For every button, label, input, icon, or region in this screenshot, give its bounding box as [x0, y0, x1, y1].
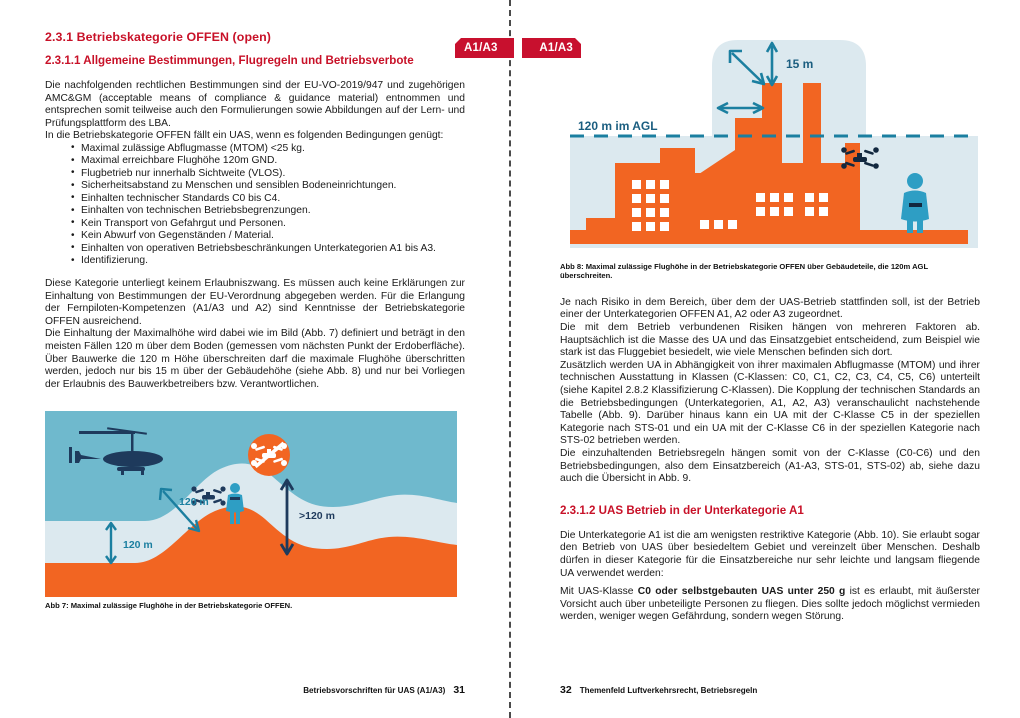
right-paragraph-2: Die mit dem Betrieb verbundenen Risiken hängen von mehreren Faktoren ab. Hauptsächlich ist die Masse des UA und das Einsatzgebiet entscheidend, zum Beispiel wie stark ist das Fluggebiet besiedelt, wie viele Menschen befinden sich dort. — [560, 322, 980, 359]
figure-7 — [45, 411, 465, 610]
right-paragraph-5: Die Unterkategorie A1 ist die am wenigsten restriktive Kategorie (Abb. 10). Sie erlaubt sogar den Betrieb von UAS über besiedeltem Gebiet und vereinzelt über Menschen. Deshalb dürfen in dieser Kategorie für die Einsatzbereiche nur sehr leichte und langsam fliegende UA verwendet werden: — [560, 529, 980, 579]
right-paragraph-6 — [560, 586, 980, 624]
subsection-heading-a1: 2.3.1.2 UAS Betrieb in der Unterkategorie A1 — [560, 503, 804, 517]
list-item: • Einhalten technischer Standards C0 bis C4. — [71, 193, 465, 206]
right-paragraph-1: Je nach Risiko in dem Bereich, über dem der UAS-Betrieb stattfinden soll, ist der Betrieb einer der Unterkategorien OFFEN A1, A2 oder A3 zugeordnet. — [560, 296, 980, 321]
figure-7-svg — [45, 411, 457, 597]
no-drone-icon — [248, 434, 290, 476]
list-item: • Flugbetrieb nur innerhalb Sichtweite (VLOS). — [71, 168, 465, 181]
p6-suffix: ist es erlaubt, mit äußerster Vorsicht auch über unbeteiligte Personen zu fliegen. Dies sollte jedoch möglichst vermieden werden, weniger wegen Gefährdung, sondern wegen Störung. — [560, 586, 980, 623]
right-paragraph-3: Zusätzlich werden UA in Abhängigkeit von ihrer maximalen Abflugmasse (MTOM) und ihrer technischen Ausstattung in Klassen (C-Klassen: C0, C1, C2, C3, C4, C5, C6) unterteilt (siehe Kapitel 2.8.2 Klassifizierung C-Klassen). Die Kopplung der technischen Standards an die Betriebsbedingungen (Unterkategorien, A1, A2, A3) veranschaulicht nachstehende Tabelle (Abb. 9). Darüber hinaus kann ein UA mit der C-Klasse C5 in der speziellen Kategorie nach STS-01 und ein UA mit der C-Klasse C6 in der speziellen Kategorie nach STS-02 betrieben werden. — [560, 359, 980, 447]
page-number-left: 31 — [453, 684, 465, 696]
list-intro: In die Betriebskategorie OFFEN fällt ein UAS, wenn es folgenden Bedingungen genügt: — [45, 130, 444, 142]
right-page — [510, 0, 1020, 718]
footer-right-text: Themenfeld Luftverkehrsrecht, Betriebsregeln — [579, 686, 758, 695]
category-badges — [455, 38, 581, 58]
page-spine-divider — [509, 0, 511, 718]
conditions-list — [45, 143, 465, 268]
footer-right — [560, 684, 757, 696]
figure-8-image — [560, 18, 978, 258]
list-item: • Maximal erreichbare Flughöhe 120m GND. — [71, 155, 465, 168]
figure-8 — [560, 18, 980, 281]
paragraph-2: Diese Kategorie unterliegt keinem Erlaubniszwang. Es müssen auch keine Erklärungen zur Einhaltung von Bestimmungen der EU-Verordnung abgegeben werden. Für die Erlangung der Fernpiloten-Kompetenzen (A1/A3 und A2) sind Kenntnisse der Betriebskategorie OFFEN ausreichend. — [45, 277, 465, 327]
person-controller-icon — [909, 203, 922, 207]
section-heading: 2.3.1 Betriebskategorie OFFEN (open) — [45, 30, 271, 44]
label-120m-left: 120 m — [123, 539, 153, 552]
list-item: • Einhalten von technischen Betriebsbegrenzungen. — [71, 205, 465, 218]
label-over-120m: >120 m — [299, 510, 335, 523]
footer-left — [303, 684, 465, 696]
right-paragraph-4: Die einzuhaltenden Betriebsregeln hängen somit von der C-Klasse (C0-C6) und den Betriebsbedingungen, also dem Einsatzbereich (A1-A3, STS-01, STS-02) ab, siehe dazu auch die Übersicht in Abb. 9. — [560, 447, 980, 485]
figure-8-caption: Abb 8: Maximal zulässige Flughöhe in der Betriebskategorie OFFEN über Gebäudeteile, die 120m AGL überschreiten. — [560, 262, 928, 281]
p6-prefix: Mit UAS-Klasse — [560, 586, 638, 598]
list-item: • Kein Transport von Gefahrgut und Personen. — [71, 218, 465, 231]
pilot-controller-icon — [230, 497, 240, 500]
label-120m-diagonal: 120 m — [179, 496, 209, 509]
page-number-right: 32 — [560, 684, 572, 696]
figure-7-image — [45, 411, 457, 597]
list-item: • Kein Abwurf von Gegenständen / Material. — [71, 230, 465, 243]
subsection-heading: 2.3.1.1 Allgemeine Bestimmungen, Flugregeln und Betriebsverbote — [45, 54, 414, 67]
list-item: • Sicherheitsabstand zu Menschen und sensiblen Bodeneinrichtungen. — [71, 180, 465, 193]
badge-a1a3-right[interactable]: A1/A3 — [522, 38, 581, 58]
p6-bold: C0 oder selbstgebauten UAS unter 250 g — [637, 586, 846, 598]
list-item: • Identifizierung. — [71, 255, 465, 268]
figure-7-caption: Abb 7: Maximal zulässige Flughöhe in der Betriebskategorie OFFEN. — [45, 601, 293, 611]
list-item: • Maximal zulässige Abflugmasse (MTOM) <25 kg. — [71, 143, 465, 156]
intro-paragraph: Die nachfolgenden rechtlichen Bestimmungen sind der EU-VO-2019/947 und zugehörigen AMC&GM (acceptable means of compliance & guidance material) entnommen und entsprechen somit teilweise auch den Formulierungen sowie Abbildungen auf der Lern- und Prüfungsplattform des LBA. — [45, 80, 465, 129]
label-120m-agl: 120 m im AGL — [578, 119, 658, 133]
footer-left-text: Betriebsvorschriften für UAS (A1/A3) — [303, 686, 446, 695]
badge-a1a3-left[interactable]: A1/A3 — [455, 38, 514, 58]
label-15m: 15 m — [786, 57, 814, 71]
paragraph-3: Die Einhaltung der Maximalhöhe wird dabei wie im Bild (Abb. 7) definiert und beträgt in den meisten Fällen 120 m über dem Boden (gemessen vom nächsten Punkt der Erdoberfläche). Über Bauwerke die 120 m Höhe überschreiten darf die maximale Flughöhe überschritten werden, jedoch nur bis 15 m über der Gebäudehöhe (siehe Abb. 8) und nur bei Vorliegen der Erlaubnis des Bauwerkbetreibers bzw. Verantwortlichen. — [45, 328, 465, 390]
figure-8-svg — [560, 18, 978, 258]
list-item: • Einhalten von operativen Betriebsbeschränkungen Unterkategorien A1 bis A3. — [71, 243, 465, 256]
